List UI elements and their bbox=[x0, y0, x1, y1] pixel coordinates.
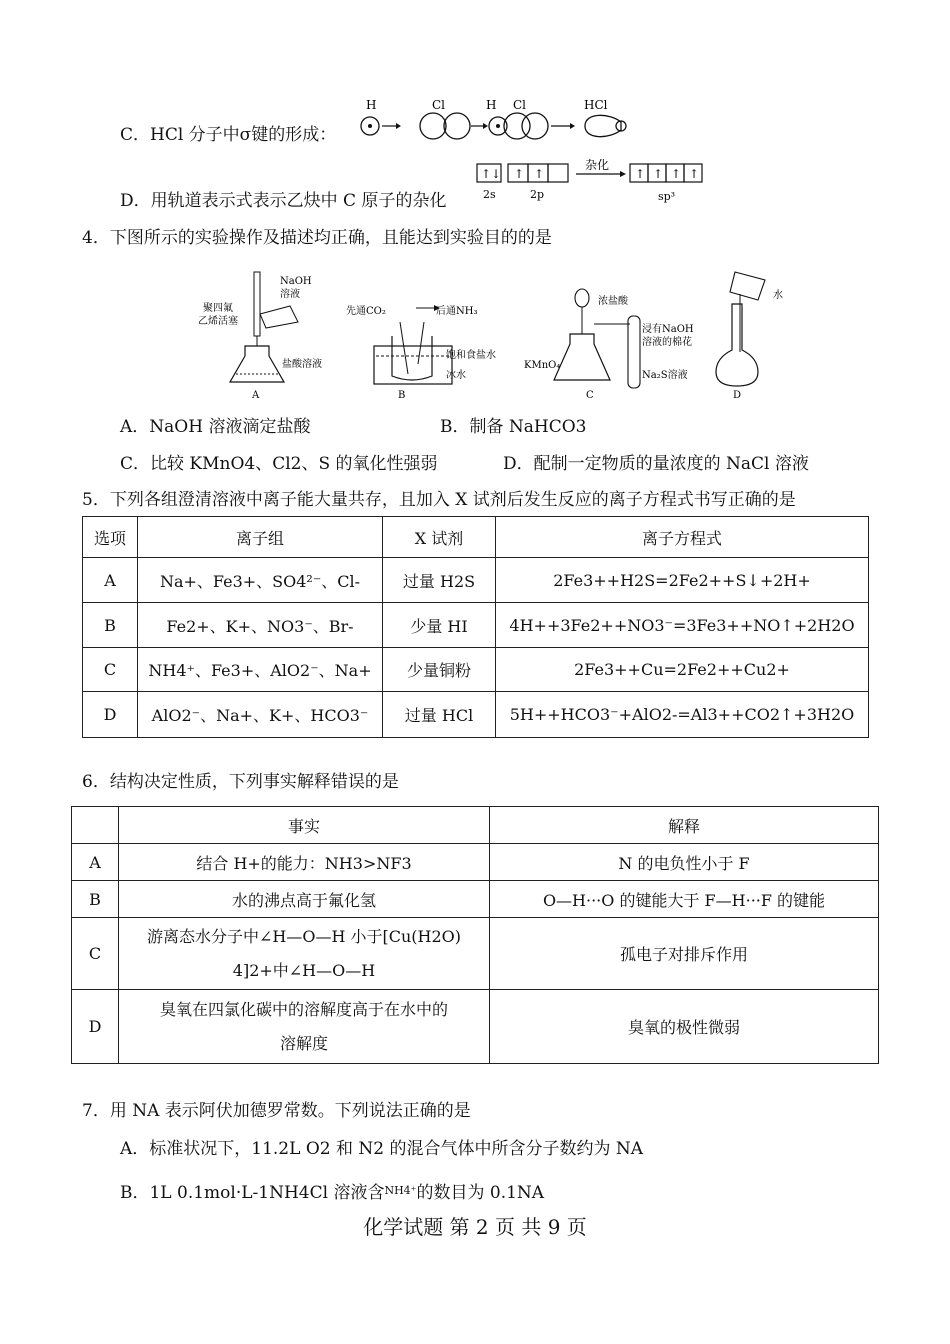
q6-header-reason: 解释 bbox=[490, 807, 879, 844]
q4-apparatus-figures bbox=[190, 264, 783, 406]
table-row: B 水的沸点高于氟化氢 O—H···O 的键能大于 F—H···F 的键能 bbox=[72, 881, 879, 918]
q6-header-fact: 事实 bbox=[119, 807, 490, 844]
q4-option-c: C．比较 KMnO4、Cl2、S 的氧化性强弱 bbox=[120, 454, 438, 474]
q4-option-a: A．NaOH 溶液滴定盐酸 bbox=[120, 417, 311, 437]
fig-c-label-cotton1: 浸有NaOH bbox=[642, 324, 694, 335]
q6-header-blank bbox=[72, 807, 119, 844]
table-row: D AlO2⁻、Na+、K+、HCO3⁻ 过量 HCl 5H++HCO3⁻+AlO2-=Al3++CO2↑+3H2O bbox=[83, 692, 869, 738]
label-cl2: Cl bbox=[513, 98, 527, 112]
fig-a-tag: A bbox=[252, 390, 260, 401]
q5-table bbox=[82, 516, 869, 738]
q4-option-b: B．制备 NaHCO3 bbox=[440, 417, 587, 437]
page-footer: 化学试题 第 2 页 共 9 页 bbox=[363, 1215, 587, 1239]
q5-header-equation: 离子方程式 bbox=[496, 517, 869, 558]
q6-table bbox=[71, 806, 879, 1064]
fig-a-label-ptfe2: 乙烯活塞 bbox=[198, 316, 238, 327]
label-h1: H bbox=[366, 98, 377, 112]
fig-c-label-hcl: 浓盐酸 bbox=[598, 296, 628, 307]
q3-option-c: C．HCl 分子中σ键的形成： bbox=[120, 125, 337, 145]
q5-header-ions: 离子组 bbox=[138, 517, 383, 558]
fig-b-label-icewater: 冰水 bbox=[446, 370, 466, 381]
fig-c-label-kmno4: KMnO₄ bbox=[524, 360, 561, 371]
q7-option-b: B．1L 0.1mol·L-1NH4Cl 溶液含$^{NH4^+}$的数目为 0.1NA bbox=[120, 1183, 545, 1203]
fig-b-label-brine: 饱和食盐水 bbox=[446, 350, 496, 361]
fig-b-label-co2: 先通CO₂ bbox=[346, 306, 386, 317]
table-row: A 结合 H+的能力：NH3>NF3 N 的电负性小于 F bbox=[72, 844, 879, 881]
q4-option-d: D．配制一定物质的量浓度的 NaCl 溶液 bbox=[503, 454, 809, 474]
fig-c-tag: C bbox=[586, 390, 594, 401]
svg-text:↑: ↑ bbox=[514, 167, 525, 181]
table-row: D 臭氧在四氯化碳中的溶解度高于在水中的 溶解度 臭氧的极性微弱 bbox=[72, 990, 879, 1064]
figure-d-volumetric-flask bbox=[716, 272, 783, 401]
q3-option-d: D．用轨道表示式表示乙炔中 C 原子的杂化 bbox=[120, 191, 447, 211]
fig-a-label-hcl: 盐酸溶液 bbox=[282, 359, 322, 370]
figure-b-nahco3 bbox=[346, 304, 496, 401]
label-sp3: sp³ bbox=[658, 190, 676, 203]
q7-option-a: A．标准状况下，11.2L O2 和 N2 的混合气体中所含分子数约为 NA bbox=[120, 1139, 644, 1159]
q7-stem: 7．用 NA 表示阿伏加德罗常数。下列说法正确的是 bbox=[82, 1101, 471, 1121]
label-h2: H bbox=[486, 98, 497, 112]
svg-text:↑: ↑ bbox=[689, 167, 700, 181]
fig-a-label-solution: 溶液 bbox=[280, 289, 300, 300]
fig-d-tag: D bbox=[733, 390, 742, 401]
fig-c-label-na2s: Na₂S溶液 bbox=[642, 370, 688, 381]
label-2s: 2s bbox=[483, 188, 496, 201]
sigma-bond-diagram bbox=[355, 96, 645, 146]
label-hcl: HCl bbox=[584, 98, 608, 112]
table-row: C NH4⁺、Fe3+、AlO2⁻、Na+ 少量铜粉 2Fe3++Cu=2Fe2++Cu2+ bbox=[83, 648, 869, 692]
fig-a-label-ptfe1: 聚四氟 bbox=[203, 303, 233, 314]
table-row: A Na+、Fe3+、SO4²⁻、Cl- 过量 H2S 2Fe3++H2S=2Fe2++S↓+2H+ bbox=[83, 558, 869, 603]
fig-a-label-naoh: NaOH bbox=[280, 276, 312, 287]
svg-text:↑: ↑ bbox=[653, 167, 664, 181]
fig-b-label-nh3: 后通NH₃ bbox=[436, 306, 478, 317]
q5-stem: 5．下列各组澄清溶液中离子能大量共存，且加入 X 试剂后发生反应的离子方程式书写正确的是 bbox=[82, 490, 796, 510]
figure-c-oxidation bbox=[524, 289, 694, 401]
q4-stem: 4．下图所示的实验操作及描述均正确，且能达到实验目的的是 bbox=[82, 228, 552, 248]
q6-stem: 6．结构决定性质，下列事实解释错误的是 bbox=[82, 772, 399, 792]
fig-c-label-cotton2: 溶液的棉花 bbox=[642, 337, 692, 348]
svg-text:↑↓: ↑↓ bbox=[481, 167, 502, 181]
fig-b-tag: B bbox=[398, 390, 406, 401]
svg-text:↑: ↑ bbox=[635, 167, 646, 181]
q5-header-option: 选项 bbox=[83, 517, 138, 558]
svg-text:↑: ↑ bbox=[671, 167, 682, 181]
label-hybridize: 杂化 bbox=[585, 158, 610, 172]
table-row: C 游离态水分子中∠H—O—H 小于[Cu(H2O) 4]2+中∠H—O—H 孤电子对排斥作用 bbox=[72, 918, 879, 990]
figure-a-titration bbox=[198, 272, 322, 401]
q5-header-reagent: X 试剂 bbox=[383, 517, 496, 558]
svg-text:↑: ↑ bbox=[534, 167, 545, 181]
label-2p: 2p bbox=[530, 188, 545, 201]
orbital-hybridization-diagram bbox=[472, 156, 722, 206]
label-cl1: Cl bbox=[432, 98, 446, 112]
fig-d-label-water: 水 bbox=[773, 290, 783, 301]
table-row: B Fe2+、K+、NO3⁻、Br- 少量 HI 4H++3Fe2++NO3⁻=3Fe3++NO↑+2H2O bbox=[83, 603, 869, 648]
